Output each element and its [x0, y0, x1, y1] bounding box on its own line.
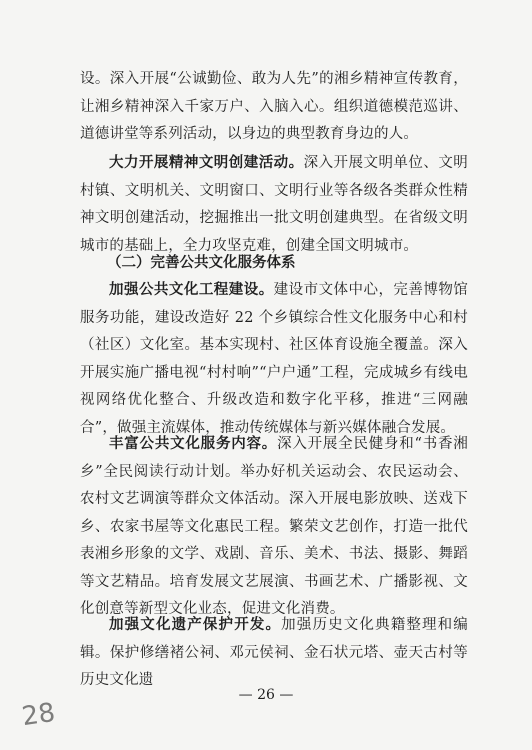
paragraph-text: 设。深入开展“公诚勤俭、敢为人先”的湘乡精神宣传教育，让湘乡精神深入千家万户、入脑入心。组织道德模范巡讲、道德讲堂等系列活动，以身边的典型教育身边的人。 [80, 71, 468, 142]
paragraph-continuation [80, 66, 468, 149]
paragraph-heritage [80, 611, 468, 695]
handwritten-page-mark: 28 [20, 697, 58, 733]
paragraph-lead: 加强公共文化工程建设。 [109, 281, 274, 298]
paragraph-lead: 大力开展精神文明创建活动。 [109, 154, 304, 171]
paragraph-text: 深入开展全民健身和“书香湘乡”全民阅读行动计划。举办好机关运动会、农民运动会、农村文艺调演等群众文体活动。深入开展电影放映、送戏下乡、农家书屋等文化惠民工程。繁荣文艺创作，打造一批代表湘乡形象的文学、戏剧、音乐、美术、书法、摄影、舞蹈等文艺精品。培育发展文艺展演、书画艺术、广播影视、文化创意等新型文化业态，促进文化消费。 [80, 436, 469, 617]
section-heading: （二）完善公共文化服务体系 [107, 254, 296, 271]
paragraph-lead: 丰富公共文化服务内容。 [109, 435, 278, 452]
paragraph-text: 深入开展文明单位、文明村镇、文明机关、文明窗口、文明行业等各级各类群众性精神文明创建活动，挖掘推出一批文明创建典型。在省级文明城市的基础上，全力攻坚克难，创建全国文明城市。 [80, 155, 468, 254]
paragraph-civilization [80, 149, 468, 260]
page-number: — 26 — [238, 687, 294, 703]
paragraph-text: 加强历史文化典籍整理和编辑。保护修缮褚公祠、邓元侯祠、金石状元塔、壶天古村等历史文化遗 [80, 617, 469, 688]
paragraph-engineering [80, 276, 468, 442]
paragraph-lead: 加强文化遗产保护开发。 [109, 616, 282, 633]
paragraph-services [80, 430, 468, 624]
paragraph-text: 建设市文体中心，完善博物馆服务功能，建设改造好 22 个乡镇综合性文化服务中心和村（社区）文化室。基本实现村、社区体育设施全覆盖。深入开展实施广播电视“村村响”“户户通”工程，完成城乡有线电视网络优化整合、升级改造和数字化平移，推进“三网融合”，做强主流媒体，推动传统媒体与新兴媒体融合发展。 [80, 282, 468, 436]
